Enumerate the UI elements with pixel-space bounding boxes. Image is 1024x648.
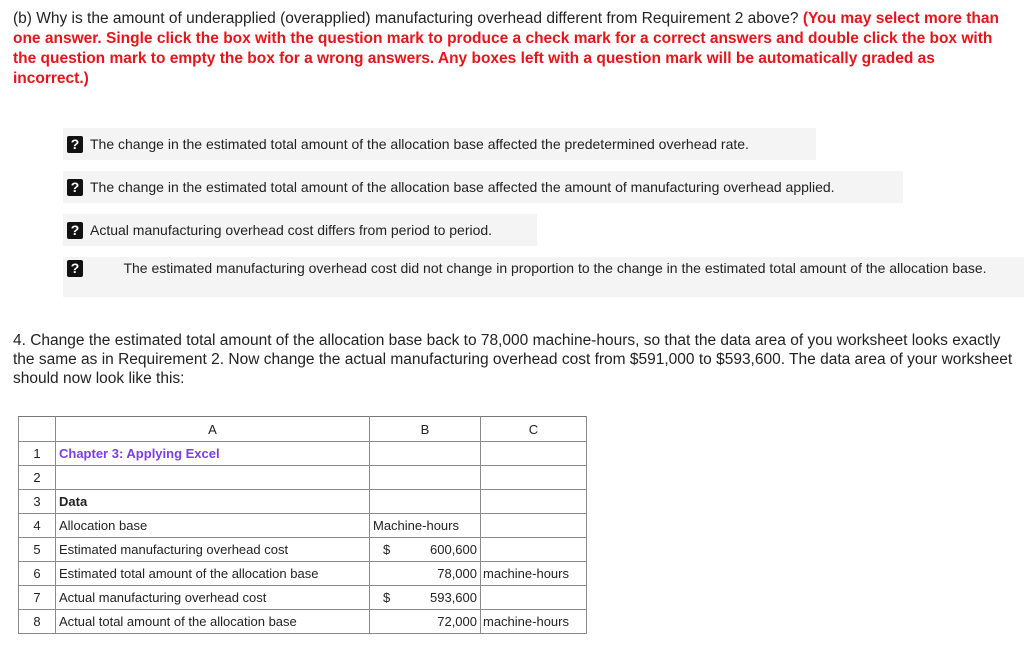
- option-text: The estimated manufacturing overhead cost did not change in proportion to the change in the estimated total amount of the allocation base.: [123, 260, 987, 276]
- cell-c: machine-hours: [481, 610, 587, 634]
- cell-b: [370, 538, 481, 562]
- answer-option-1[interactable]: [63, 128, 816, 160]
- row-number: 3: [19, 490, 56, 514]
- question-instructions: (You may select more than one answer. Single click the box with the question mark to produce a check mark for a correct answers and double click the box with the question mark to empty the box for a wrong answers. Any boxes left with a question mark will be automatically graded as incorrect.): [13, 10, 999, 87]
- row-number: 7: [19, 586, 56, 610]
- cell-b: [370, 586, 481, 610]
- column-header-a: A: [56, 417, 370, 442]
- cell-c: [481, 466, 587, 490]
- cell-a: [56, 466, 370, 490]
- cell-value: 600,600: [430, 542, 477, 557]
- option-text: The change in the estimated total amount of the allocation base affected the amount of manufacturing overhead applied.: [90, 179, 835, 195]
- column-header-c: C: [481, 417, 587, 442]
- cell-b: 78,000: [370, 562, 481, 586]
- table-row: [19, 442, 587, 466]
- row-number: 5: [19, 538, 56, 562]
- currency-symbol: $: [383, 590, 391, 605]
- table-row: [19, 538, 587, 562]
- question-prompt: [13, 9, 1013, 89]
- cell-a: Data: [56, 490, 370, 514]
- cell-b: [370, 442, 481, 466]
- answer-option-4[interactable]: [63, 257, 1024, 297]
- cell-c: [481, 514, 587, 538]
- cell-a: Estimated manufacturing overhead cost: [56, 538, 370, 562]
- cell-a: Actual manufacturing overhead cost: [56, 586, 370, 610]
- table-row: [19, 586, 587, 610]
- cell-c: [481, 442, 587, 466]
- cell-c: [481, 538, 587, 562]
- row-number: 2: [19, 466, 56, 490]
- row-number: 4: [19, 514, 56, 538]
- row-number: 8: [19, 610, 56, 634]
- answer-option-3[interactable]: [63, 214, 537, 246]
- table-row: [19, 514, 587, 538]
- checkbox-question-mark[interactable]: ?: [67, 136, 83, 153]
- cell-b: [370, 466, 481, 490]
- cell-value: 593,600: [430, 590, 477, 605]
- corner-cell: [19, 417, 56, 442]
- table-row: [19, 610, 587, 634]
- worksheet: [18, 416, 587, 634]
- cell-c: machine-hours: [481, 562, 587, 586]
- table-row: [19, 490, 587, 514]
- checkbox-question-mark[interactable]: ?: [67, 260, 83, 277]
- cell-b: 72,000: [370, 610, 481, 634]
- row-number: 1: [19, 442, 56, 466]
- column-header-b: B: [370, 417, 481, 442]
- cell-b: [370, 490, 481, 514]
- answer-option-2[interactable]: [63, 171, 903, 203]
- question-lead: (b) Why is the amount of underapplied (overapplied) manufacturing overhead different from Requirement 2 above?: [13, 10, 799, 27]
- table-row: [19, 466, 587, 490]
- checkbox-question-mark[interactable]: ?: [67, 222, 83, 239]
- cell-c: [481, 586, 587, 610]
- currency-symbol: $: [383, 542, 391, 557]
- cell-b: Machine-hours: [370, 514, 481, 538]
- option-text: The change in the estimated total amount of the allocation base affected the predetermined overhead rate.: [90, 136, 749, 152]
- table-row: [19, 562, 587, 586]
- cell-c: [481, 490, 587, 514]
- checkbox-question-mark[interactable]: ?: [67, 179, 83, 196]
- cell-a: Allocation base: [56, 514, 370, 538]
- step-4-text: 4. Change the estimated total amount of the allocation base back to 78,000 machine-hours, so that the data area of you worksheet looks exactly the same as in Requirement 2. Now change the actual manufacturing overhead cost from $591,000 to $593,600. The data area of your worksheet should now look like this:: [13, 332, 1013, 387]
- cell-a: Chapter 3: Applying Excel: [56, 442, 370, 466]
- option-text: Actual manufacturing overhead cost differs from period to period.: [90, 222, 493, 238]
- cell-a: Estimated total amount of the allocation base: [56, 562, 370, 586]
- row-number: 6: [19, 562, 56, 586]
- column-header-row: [19, 417, 587, 442]
- cell-a: Actual total amount of the allocation base: [56, 610, 370, 634]
